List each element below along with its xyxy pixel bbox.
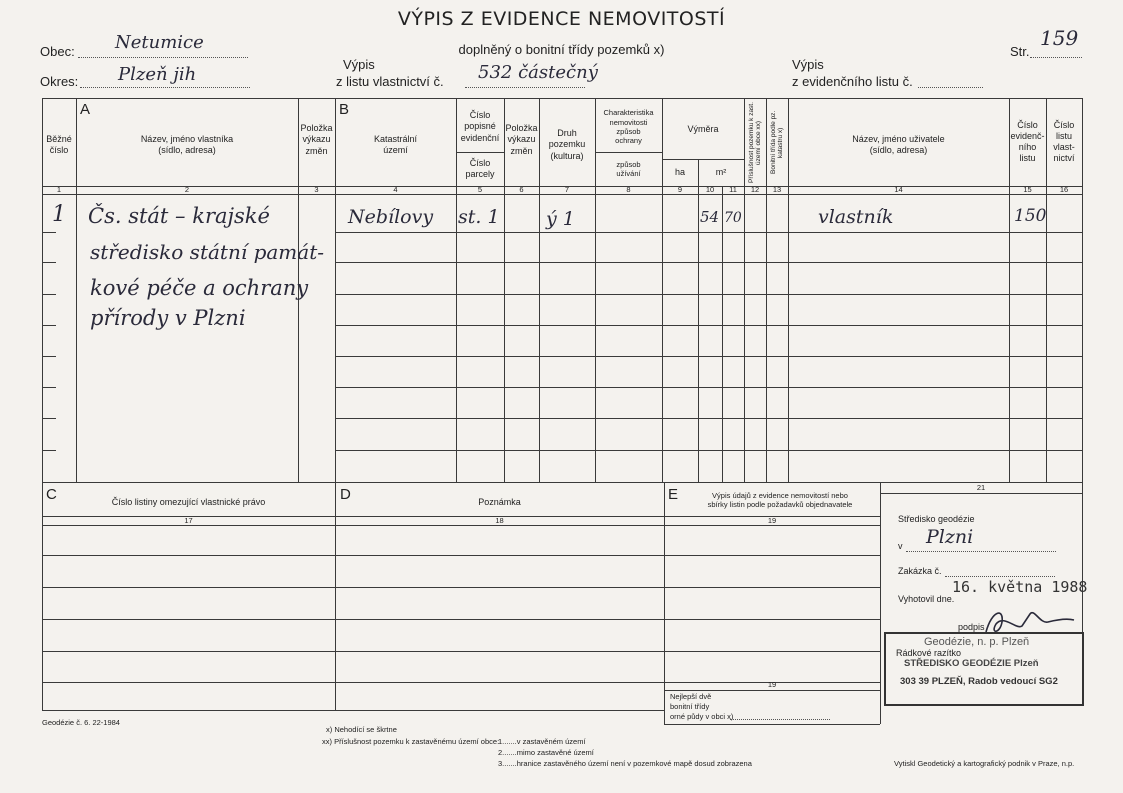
- header-col1: Běžné číslo: [46, 133, 72, 155]
- section-b-letter: B: [339, 101, 350, 118]
- header-col18: Poznámka: [478, 497, 521, 508]
- entry-katastr: Nebílovy: [348, 206, 434, 228]
- header-col8-bottom: způsob užívání: [616, 159, 641, 178]
- colnum-14: 14: [894, 185, 903, 195]
- header-col17: Číslo listiny omezující vlastnické právo: [111, 497, 266, 508]
- colnum-10: 10: [705, 185, 715, 195]
- colnum-2: 2: [184, 185, 190, 195]
- best-soil-line: [730, 718, 830, 720]
- colnum-8: 8: [626, 185, 631, 195]
- stredisko-value: Plzni: [926, 526, 974, 548]
- header-col13: Bonitní třída podle pz. katastru x): [769, 110, 784, 175]
- section-c-letter: C: [46, 486, 57, 503]
- colnum-9: 9: [677, 185, 683, 195]
- vypis-el-label2: z evidenčního listu č.: [792, 74, 913, 89]
- colnum-17: 17: [184, 516, 193, 526]
- colnum-12: 12: [750, 185, 760, 195]
- str-value: 159: [1040, 26, 1079, 50]
- colnum-19-mid: 19: [767, 680, 777, 690]
- colnum-13: 13: [772, 185, 782, 195]
- lv-value: 532 částečný: [478, 62, 598, 83]
- stredisko-line: [906, 550, 1056, 552]
- header-col4: Katastrální území: [373, 133, 418, 155]
- obec-label: Obec:: [40, 44, 75, 59]
- lv-line: [465, 86, 585, 88]
- header-col14: Název, jméno uživatele (sídlo, adresa): [852, 133, 945, 155]
- entry-m2-b: 70: [724, 210, 742, 226]
- colnum-16: 16: [1059, 185, 1069, 195]
- stamp-line2: STŘEDISKO GEODÉZIE Plzeň: [904, 658, 1039, 669]
- header-col5-top: Číslo popisné evidenční: [460, 110, 500, 143]
- okres-value: Plzeň jih: [118, 64, 197, 85]
- date-stamp: 16. května 1988: [952, 578, 1088, 596]
- header-col10: m²: [715, 166, 727, 177]
- header-col19: Výpis údajů z evidence nemovitostí nebo sbírky listin podle požadavků objednavatele: [707, 490, 853, 509]
- entry-owner-line2: středisko státní památ-: [90, 240, 324, 264]
- stamp-line3: 303 39 PLZEŇ, Radob vedoucí SG2: [900, 676, 1058, 687]
- entry-owner-line1: Čs. stát – krajské: [88, 204, 270, 228]
- form-id: Geodézie č. 6. 22-1984: [42, 718, 120, 727]
- colnum-19: 19: [767, 516, 777, 526]
- footnote-x: x) Nehodící se škrtne: [326, 725, 397, 734]
- colnum-6: 6: [519, 185, 524, 195]
- entry-owner-line3: kové péče a ochrany: [90, 276, 309, 300]
- str-line: [1030, 56, 1082, 58]
- header-col12: Příslušnost pozemku k zast. území obce xx): [747, 102, 762, 183]
- official-stamp: [884, 632, 1084, 706]
- header-col8-top: Charakteristika nemovitosti způsob ochrany: [603, 108, 654, 146]
- entry-m2-a: 54: [700, 208, 720, 226]
- entry-ev-list: 150: [1014, 206, 1047, 226]
- okres-line: [80, 86, 250, 88]
- colnum-18: 18: [495, 516, 504, 526]
- el-line: [918, 86, 983, 88]
- footnote-opt3: 3.......hranice zastavěného území není v pozemkové mapě dosud zobrazena: [498, 759, 752, 768]
- footnote-xx: xx) Příslušnost pozemku k zastavěnému území obce:: [322, 737, 500, 746]
- stredisko-label: Středisko geodézie: [898, 514, 975, 524]
- podpis-label: podpis: [958, 622, 985, 632]
- stredisko-v: v: [898, 541, 903, 551]
- document-subtitle: doplněný o bonitní třídy pozemků x): [458, 42, 665, 57]
- header-vymera: Výměra: [687, 124, 719, 135]
- vypis-lv-label: Výpis: [343, 57, 375, 72]
- printer-note: Vytiskl Geodetický a kartografický podnik v Praze, n.p.: [894, 759, 1075, 768]
- header-col2: Název, jméno vlastníka (sídlo, adresa): [140, 133, 234, 155]
- colnum-1: 1: [56, 185, 62, 195]
- zakazka-label: Zakázka č.: [898, 566, 942, 576]
- footnote-opt1: 1.......v zastavěném území: [498, 737, 586, 746]
- footnote-opt2: 2.......mimo zastavěné území: [498, 748, 594, 757]
- section-e-letter: E: [668, 486, 679, 503]
- header-col7: Druh pozemku (kultura): [548, 128, 586, 161]
- vypis-el-label: Výpis: [792, 57, 824, 72]
- header-col16: Číslo listu vlast- nictví: [1053, 119, 1075, 164]
- okres-label: Okres:: [40, 74, 79, 89]
- colnum-3: 3: [314, 185, 319, 195]
- entry-uzivatel: vlastník: [818, 206, 894, 228]
- vypis-lv-label2: z listu vlastnictví č.: [336, 74, 444, 89]
- colnum-11: 11: [729, 185, 737, 195]
- entry-row-number: 1: [52, 202, 66, 227]
- obec-value: Netumice: [115, 32, 204, 53]
- vyhotovil-label: Vyhotovil dne.: [898, 594, 955, 604]
- entry-druh: ý 1: [546, 208, 575, 230]
- colnum-4: 4: [393, 185, 398, 195]
- razitko-label: Rádkové razítko: [896, 648, 962, 658]
- header-col6: Položka výkazu změn: [505, 123, 538, 156]
- section-d-letter: D: [340, 486, 351, 503]
- stamp-line1: Geodézie, n. p. Plzeň: [924, 636, 1030, 648]
- entry-parcela: st. 1: [458, 206, 500, 228]
- obec-line: [78, 56, 248, 58]
- colnum-15: 15: [1023, 185, 1032, 195]
- colnum-21: 21: [976, 483, 986, 493]
- zakazka-line: [945, 575, 1055, 577]
- header-col15: Číslo evidenč- ního listu: [1010, 119, 1045, 164]
- header-col5-bottom: Číslo parcely: [465, 157, 495, 179]
- document-title: VÝPIS Z EVIDENCE NEMOVITOSTÍ: [397, 8, 726, 30]
- entry-owner-line4: přírody v Plzni: [90, 306, 246, 330]
- str-label: Str.: [1010, 44, 1030, 59]
- header-col9: ha: [674, 166, 685, 177]
- colnum-7: 7: [564, 185, 570, 195]
- section-a-letter: A: [80, 101, 91, 118]
- header-col3: Položka výkazu změn: [300, 123, 333, 156]
- best-soil-label: Nejlepší dvě bonitní třídy orné půdy v obci x): [670, 692, 734, 721]
- colnum-5: 5: [477, 185, 483, 195]
